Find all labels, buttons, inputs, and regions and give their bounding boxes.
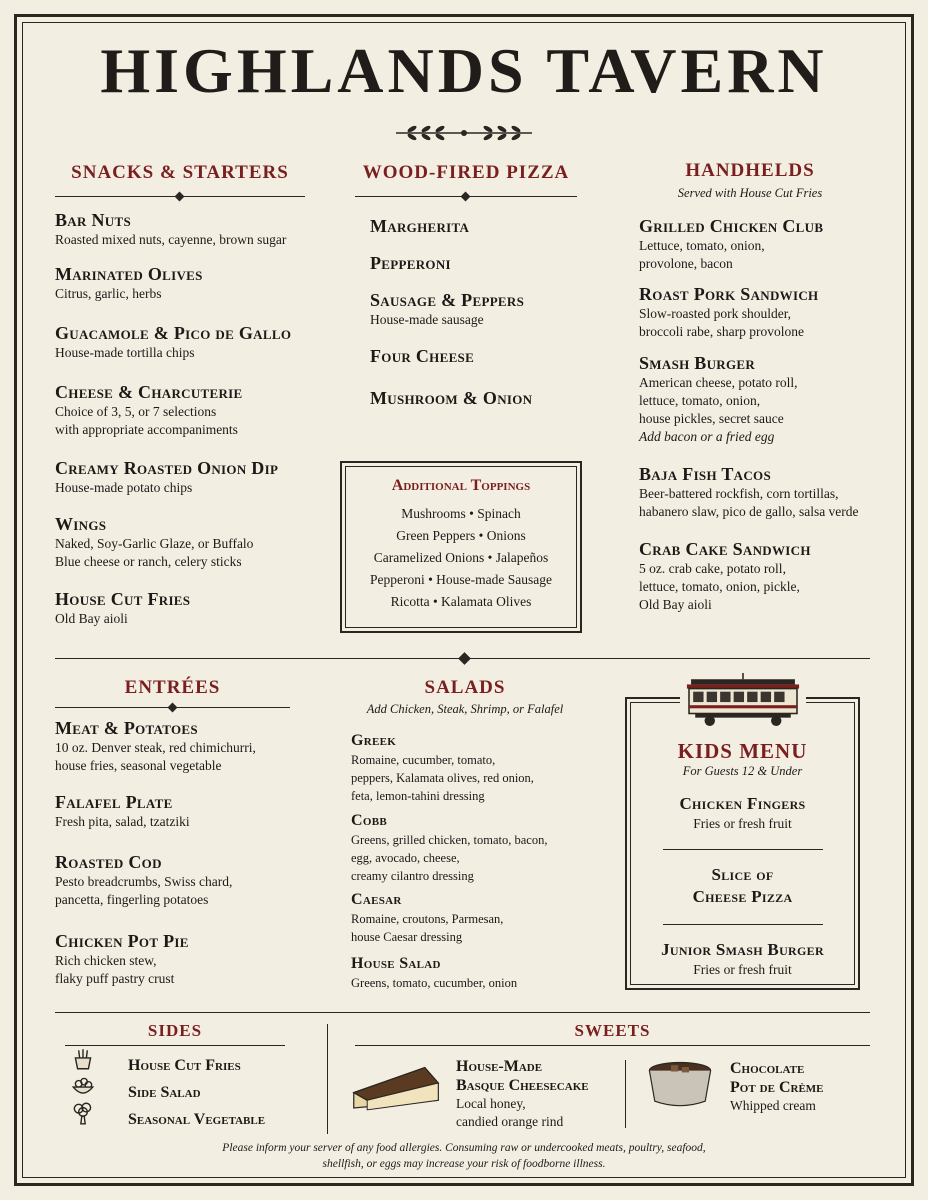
- menu-item: [55, 930, 335, 988]
- item-desc: Old Bay aioli: [55, 611, 128, 626]
- item-name: Grilled Chicken Club: [639, 216, 824, 236]
- menu-item: [639, 538, 904, 614]
- item-desc: 5 oz. crab cake, potato roll,: [639, 561, 786, 576]
- chocolate-pot-icon: [644, 1056, 716, 1114]
- item-name: Pepperoni: [370, 253, 451, 273]
- item-desc: Beer-battered rockfish, corn tortillas,: [639, 486, 839, 501]
- handhelds-heading: HANDHELDS: [685, 160, 815, 181]
- menu-item: [370, 387, 610, 409]
- menu-item: [351, 811, 621, 890]
- kids-item: [627, 939, 858, 979]
- item-name: Smash Burger: [639, 353, 756, 373]
- snacks-list: [55, 209, 335, 628]
- bottom-vertical-divider: [327, 1024, 328, 1134]
- item-name: Margherita: [370, 216, 470, 236]
- item-desc: Fresh pita, salad, tzatziki: [55, 814, 190, 829]
- item-desc: American cheese, potato roll,: [639, 375, 798, 390]
- bottom-divider: [55, 1012, 870, 1013]
- menu-item: [370, 289, 610, 345]
- item-desc: Fries or fresh fruit: [693, 816, 792, 831]
- item-name: Greek: [351, 732, 397, 749]
- item-desc: Slow-roasted pork shoulder,: [639, 306, 792, 321]
- item-name: House-Made: [456, 1058, 543, 1075]
- sides-rule: [65, 1045, 285, 1046]
- item-name: Pot de Crème: [730, 1079, 824, 1096]
- menu-item: [639, 283, 904, 352]
- item-note: Add bacon or a fried egg: [639, 429, 775, 444]
- item-desc: House-made potato chips: [55, 480, 193, 495]
- salads-heading: SALADS: [424, 677, 506, 698]
- item-name: Creamy Roasted Onion Dip: [55, 458, 279, 478]
- menu-item: [55, 851, 335, 930]
- side-item: Side Salad: [128, 1084, 201, 1101]
- menu-item: [55, 381, 335, 457]
- toppings-line: Ricotta • Kalamata Olives: [390, 594, 532, 609]
- item-name: Cheese & Charcuterie: [55, 382, 243, 402]
- allergy-disclaimer: [0, 1140, 928, 1172]
- menu-item: [55, 791, 335, 851]
- item-desc: Blue cheese or ranch, celery sticks: [55, 554, 242, 569]
- item-name: House Salad: [351, 955, 441, 972]
- sweets-vertical-divider: [625, 1060, 626, 1128]
- item-name: Baja Fish Tacos: [639, 464, 771, 484]
- item-name: Marinated Olives: [55, 264, 203, 284]
- item-name: Sausage & Peppers: [370, 290, 525, 310]
- side-item: House Cut Fries: [128, 1057, 241, 1074]
- item-name: Four Cheese: [370, 346, 475, 366]
- restaurant-title: HIGHLANDS TAVERN: [100, 35, 828, 106]
- item-desc: Greens, tomato, cucumber, onion: [351, 976, 518, 990]
- cheesecake-item: [456, 1057, 621, 1131]
- trolley-icon: [680, 673, 806, 727]
- menu-item: [55, 263, 335, 322]
- item-desc: lettuce, tomato, onion,: [639, 393, 761, 408]
- item-desc: Old Bay aioli: [639, 597, 712, 612]
- additional-toppings-box: [340, 461, 582, 633]
- salad-icon: [70, 1073, 96, 1099]
- entrees-heading: ENTRÉES: [124, 677, 221, 698]
- item-desc: feta, lemon-tahini dressing: [351, 789, 485, 803]
- item-name: Roasted Cod: [55, 852, 162, 872]
- item-desc: Romaine, cucumber, tomato,: [351, 753, 496, 767]
- salads-list: [351, 731, 621, 992]
- item-name: Slice of: [711, 865, 774, 884]
- item-name: Chocolate: [730, 1060, 805, 1077]
- item-desc: provolone, bacon: [639, 256, 733, 271]
- kids-menu-box: [625, 697, 860, 990]
- broccoli-icon: [70, 1100, 96, 1126]
- kids-menu-heading: KIDS MENU: [677, 739, 808, 763]
- toppings-title: Additional Toppings: [391, 477, 531, 494]
- menu-item: [55, 717, 335, 791]
- item-name: Basque Cheesecake: [456, 1077, 589, 1094]
- pot-de-creme-item: [730, 1059, 870, 1115]
- menu-item: [55, 322, 335, 381]
- menu-item: [351, 731, 621, 811]
- item-name: Guacamole & Pico de Gallo: [55, 323, 292, 343]
- item-desc: flaky puff pastry crust: [55, 971, 175, 986]
- menu-item: [639, 463, 904, 538]
- item-desc: broccoli rabe, sharp provolone: [639, 324, 804, 339]
- item-name: Chicken Pot Pie: [55, 931, 189, 951]
- laurel-flourish-icon: [392, 122, 536, 144]
- disclaimer-line: shellfish, or eggs may increase your risk of foodborne illness.: [322, 1158, 606, 1170]
- item-desc: Lettuce, tomato, onion,: [639, 238, 765, 253]
- item-desc: Pesto breadcrumbs, Swiss chard,: [55, 874, 233, 889]
- item-name: Bar Nuts: [55, 210, 131, 230]
- item-desc: Roasted mixed nuts, cayenne, brown sugar: [55, 232, 287, 247]
- item-desc: house fries, seasonal vegetable: [55, 758, 222, 773]
- item-name: Roast Pork Sandwich: [639, 284, 819, 304]
- toppings-line: Green Peppers • Onions: [396, 528, 526, 543]
- toppings-line: Pepperoni • House-made Sausage: [369, 572, 553, 587]
- menu-item: [351, 954, 621, 992]
- menu-item: [55, 209, 335, 263]
- item-desc: Naked, Soy-Garlic Glaze, or Buffalo: [55, 536, 254, 551]
- item-desc: Local honey,: [456, 1096, 526, 1111]
- item-name: Cobb: [351, 812, 387, 829]
- disclaimer-line: Please inform your server of any food allergies. Consuming raw or undercooked meats, poultry, seafood,: [222, 1142, 706, 1154]
- item-desc: Whipped cream: [730, 1098, 816, 1113]
- kids-subtitle: For Guests 12 & Under: [682, 764, 803, 778]
- item-name: Junior Smash Burger: [661, 940, 824, 959]
- sweets-heading: SWEETS: [574, 1021, 651, 1040]
- item-desc: house Caesar dressing: [351, 930, 463, 944]
- item-name: Meat & Potatoes: [55, 718, 198, 738]
- item-desc: egg, avocado, cheese,: [351, 851, 460, 865]
- menu-item: [55, 513, 335, 588]
- item-name: Falafel Plate: [55, 792, 173, 812]
- item-name: Cheese Pizza: [692, 887, 793, 906]
- item-desc: Rich chicken stew,: [55, 953, 157, 968]
- sweets-rule: [355, 1045, 870, 1046]
- menu-item: [639, 352, 904, 463]
- item-desc: with appropriate accompaniments: [55, 422, 238, 437]
- item-desc: pancetta, fingerling potatoes: [55, 892, 209, 907]
- item-desc: habanero slaw, pico de gallo, salsa verde: [639, 504, 859, 519]
- menu-item: [55, 588, 335, 628]
- item-desc: lettuce, tomato, onion, pickle,: [639, 579, 800, 594]
- salads-subtitle: Add Chicken, Steak, Shrimp, or Falafel: [366, 702, 564, 716]
- item-desc: Romaine, croutons, Parmesan,: [351, 912, 504, 926]
- handhelds-list: [639, 215, 904, 614]
- item-desc: Fries or fresh fruit: [693, 962, 792, 977]
- item-desc: House-made tortilla chips: [55, 345, 195, 360]
- sides-heading: SIDES: [147, 1021, 203, 1040]
- item-desc: peppers, Kalamata olives, red onion,: [351, 771, 534, 785]
- snacks-heading: SNACKS & STARTERS: [71, 162, 289, 183]
- menu-item: [370, 345, 610, 387]
- toppings-line: Mushrooms • Spinach: [401, 506, 521, 521]
- item-desc: creamy cilantro dressing: [351, 869, 474, 883]
- menu-item: [370, 252, 610, 289]
- item-desc: Citrus, garlic, herbs: [55, 286, 162, 301]
- kids-item: [627, 864, 858, 908]
- side-item: Seasonal Vegetable: [128, 1111, 266, 1128]
- pizza-heading: WOOD-FIRED PIZZA: [362, 162, 570, 183]
- menu-item: [639, 215, 904, 283]
- item-name: Mushroom & Onion: [370, 388, 533, 408]
- cheesecake-icon: [348, 1054, 444, 1112]
- item-name: House Cut Fries: [55, 589, 191, 609]
- item-name: Chicken Fingers: [679, 794, 806, 813]
- item-desc: House-made sausage: [370, 312, 484, 327]
- item-desc: house pickles, secret sauce: [639, 411, 784, 426]
- item-name: Wings: [55, 514, 107, 534]
- sides-list: [128, 1052, 318, 1133]
- pizza-list: [370, 215, 610, 409]
- item-desc: Choice of 3, 5, or 7 selections: [55, 404, 217, 419]
- menu-item: [55, 457, 335, 513]
- item-name: Caesar: [351, 891, 402, 908]
- handhelds-subtitle: Served with House Cut Fries: [677, 186, 823, 200]
- item-desc: candied orange rind: [456, 1114, 564, 1129]
- item-desc: Greens, grilled chicken, tomato, bacon,: [351, 833, 548, 847]
- kids-separator: [663, 924, 823, 925]
- menu-item: [370, 215, 610, 252]
- toppings-line: Caramelized Onions • Jalapeños: [373, 550, 549, 565]
- fries-icon: [70, 1046, 96, 1072]
- kids-separator: [663, 849, 823, 850]
- entrees-list: [55, 717, 335, 988]
- item-desc: 10 oz. Denver steak, red chimichurri,: [55, 740, 256, 755]
- item-name: Crab Cake Sandwich: [639, 539, 811, 559]
- kids-item: [627, 793, 858, 833]
- menu-item: [351, 890, 621, 954]
